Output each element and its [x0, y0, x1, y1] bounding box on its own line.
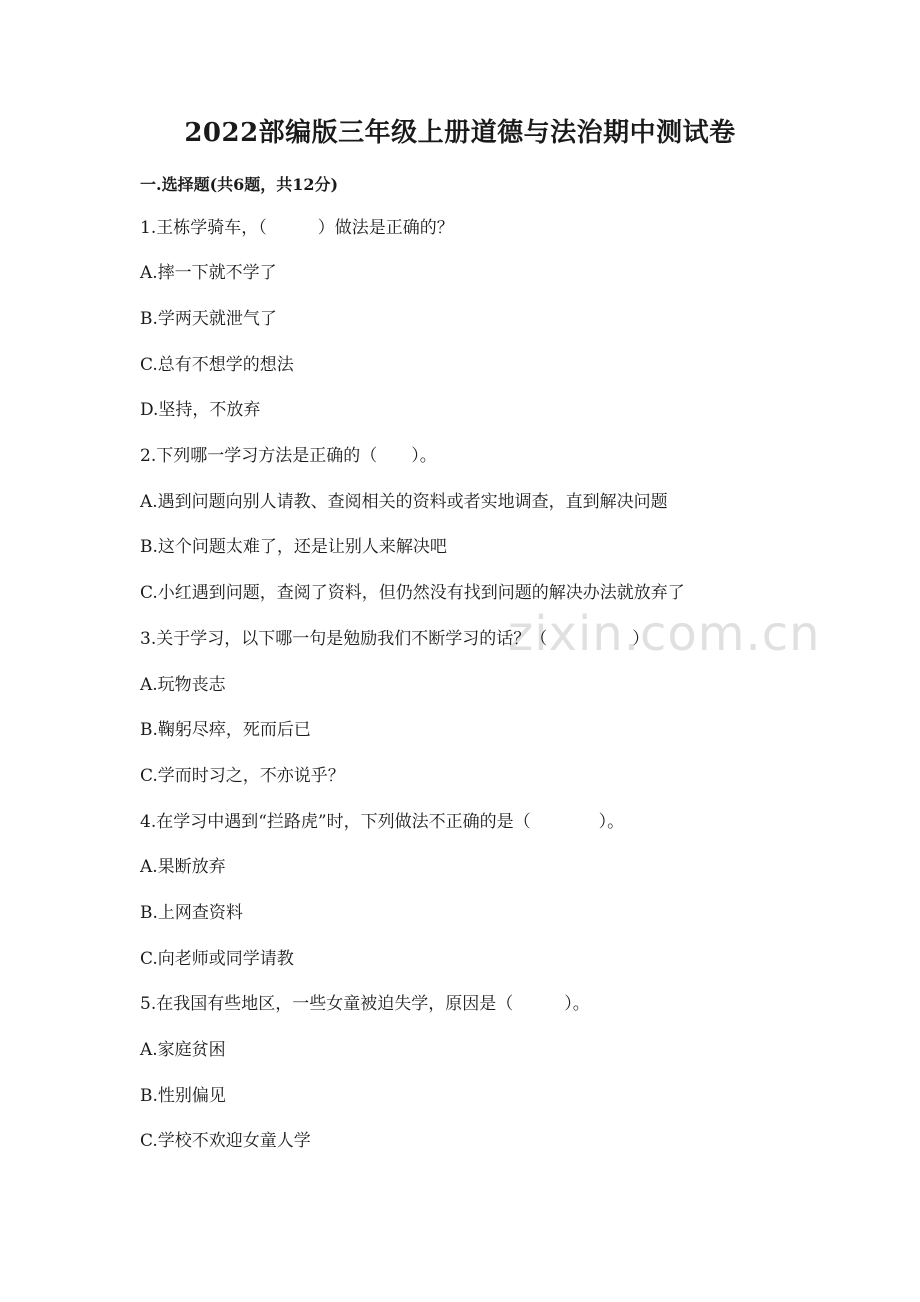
q3-option-a: A.玩物丧志 [140, 675, 226, 695]
section-header: 一.选择题(共6题，共12分) [140, 175, 339, 194]
question-5: 5.在我国有些地区，一些女童被迫失学，原因是（ ）。 [140, 994, 590, 1014]
q5-option-a: A.家庭贫困 [140, 1040, 226, 1060]
q4-option-c: C.向老师或同学请教 [140, 949, 294, 969]
q2-option-c: C.小红遇到问题，查阅了资料，但仍然没有找到问题的解决办法就放弃了 [140, 583, 685, 603]
question-1: 1.王栋学骑车，（ ）做法是正确的？ [140, 218, 454, 238]
q5-option-c: C.学校不欢迎女童人学 [140, 1131, 311, 1151]
question-4: 4.在学习中遇到“拦路虎”时，下列做法不正确的是（ ）。 [140, 812, 625, 832]
q1-option-d: D.坚持，不放弃 [140, 400, 261, 420]
question-3: 3.关于学习，以下哪一句是勉励我们不断学习的话？（ ） [140, 629, 650, 649]
question-2: 2.下列哪一学习方法是正确的（ ）。 [140, 446, 437, 466]
q5-option-b: B.性别偏见 [140, 1086, 226, 1106]
q2-option-a: A.遇到问题向别人请教、查阅相关的资料或者实地调查，直到解决问题 [140, 492, 668, 512]
q1-option-b: B.学两天就泄气了 [140, 309, 277, 329]
q1-option-c: C.总有不想学的想法 [140, 355, 294, 375]
q1-option-a: A.摔一下就不学了 [140, 263, 277, 283]
watermark: zixin.com.cn [508, 606, 821, 662]
q2-option-b: B.这个问题太难了，还是让别人来解决吧 [140, 537, 447, 557]
q4-option-b: B.上网查资料 [140, 903, 243, 923]
q3-option-b: B.鞠躬尽瘁，死而后已 [140, 720, 311, 740]
exam-title: 2022部编版三年级上册道德与法治期中测试卷 [184, 118, 736, 148]
q3-option-c: C.学而时习之，不亦说乎？ [140, 766, 345, 786]
q4-option-a: A.果断放弃 [140, 857, 226, 877]
